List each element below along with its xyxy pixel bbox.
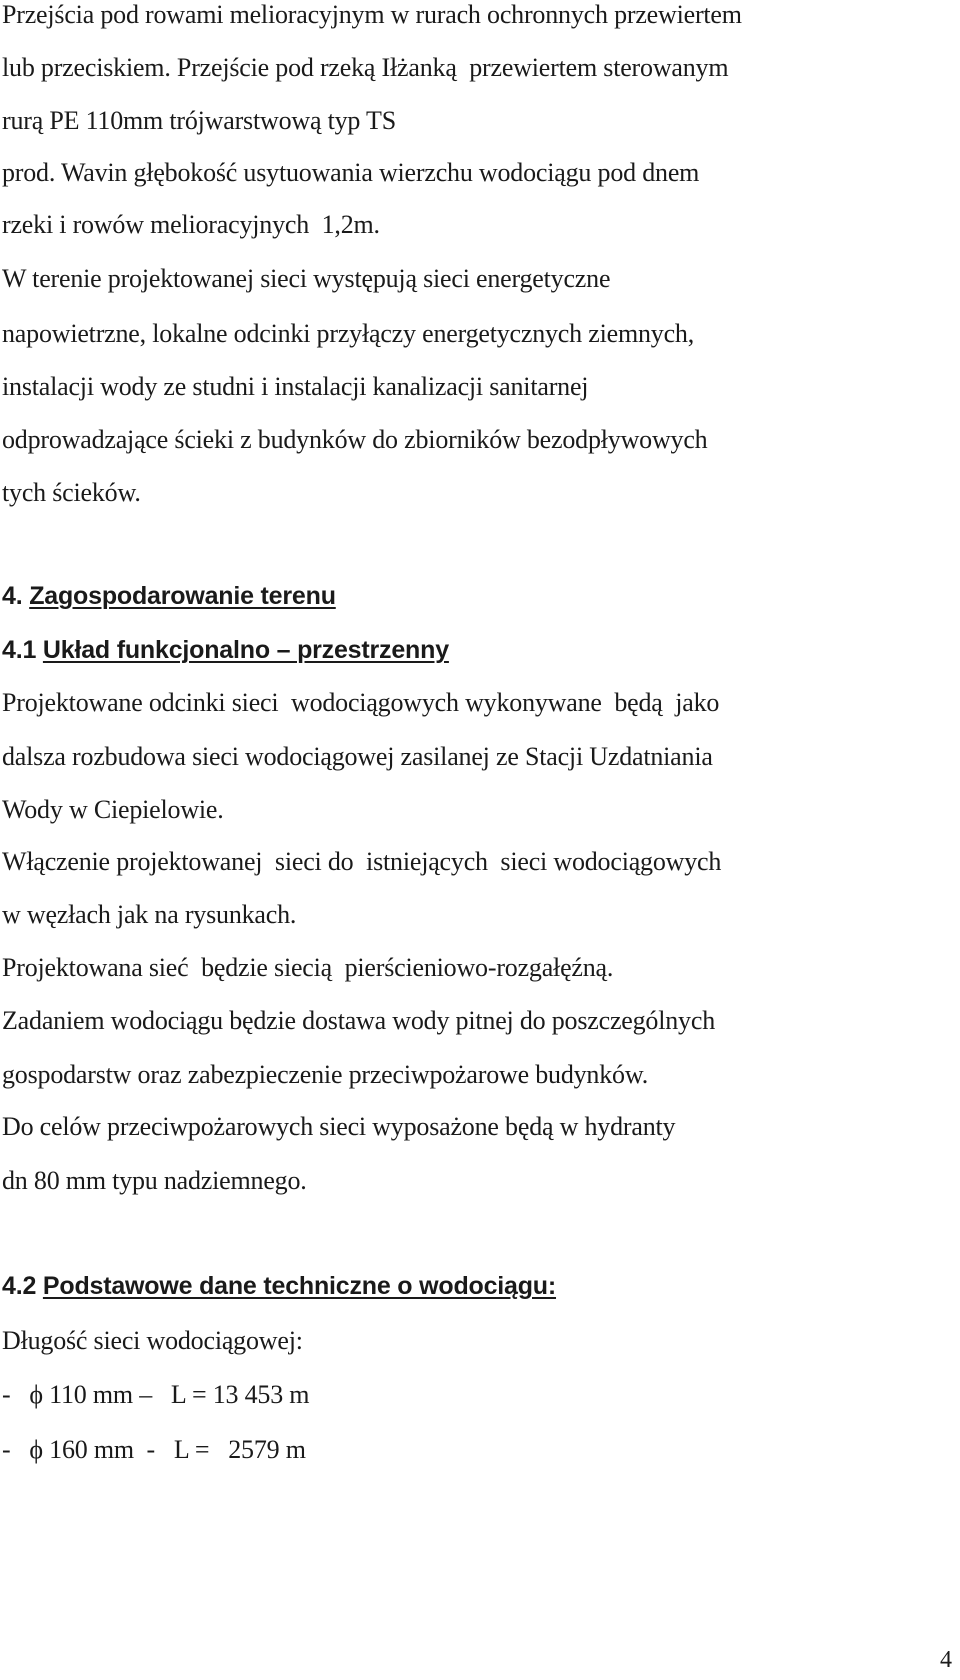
intro-line-4: prod. Wavin głębokość usytuowania wierzchu wodociągu pod dnem [2,158,700,187]
intro-line-2: lub przeciskiem. Przejście pod rzeką Iłżanką przewiertem sterowanym [2,53,729,82]
section-41-line-8: gospodarstw oraz zabezpieczenie przeciwpożarowe budynków. [2,1060,649,1089]
section-41-line-6: Projektowana sieć będzie siecią pierścieniowo-rozgałęźną. [2,953,614,982]
networks-line-5: tych ścieków. [2,478,141,507]
section-42-title: Podstawowe dane techniczne o wodociągu: [42,1272,557,1300]
networks-line-3: instalacji wody ze studni i instalacji kanalizacji sanitarnej [2,372,589,401]
section-41-line-9: Do celów przeciwpożarowych sieci wyposażone będą w hydranty [2,1112,676,1141]
section-4-heading [2,584,336,609]
section-41-line-5: w węzłach jak na rysunkach. [2,900,297,929]
section-42-heading [2,1274,556,1299]
intro-line-3: rurą PE 110mm trójwarstwową typ TS [2,106,396,135]
pipe-item-110: - ϕ 110 mm – L = 13 453 m [2,1380,310,1409]
section-41-line-4: Włączenie projektowanej sieci do istniejących sieci wodociągowych [2,847,722,876]
page-number: 4 [940,1647,952,1673]
section-4-number: 4. [2,582,23,610]
intro-line-5: rzeki i rowów melioracyjnych 1,2m. [2,210,380,239]
section-4-title: Zagospodarowanie terenu [29,582,336,610]
section-41-title: Układ funkcjonalno – przestrzenny [42,636,449,664]
networks-line-4: odprowadzające ścieki z budynków do zbiorników bezodpływowych [2,425,708,454]
intro-line-1: Przejścia pod rowami melioracyjnym w rurach ochronnych przewiertem [2,0,742,29]
pipe-item-160: - ϕ 160 mm - L = 2579 m [2,1435,306,1464]
networks-line-1: W terenie projektowanej sieci występują sieci energetyczne [2,264,611,293]
section-41-number: 4.1 [2,636,37,664]
section-41-line-10: dn 80 mm typu nadziemnego. [2,1166,307,1195]
section-41-line-3: Wody w Ciepielowie. [2,795,224,824]
section-41-line-1: Projektowane odcinki sieci wodociągowych wykonywane będą jako [2,688,720,717]
section-41-line-2: dalsza rozbudowa sieci wodociągowej zasilanej ze Stacji Uzdatniania [2,742,713,771]
length-label: Długość sieci wodociągowej: [2,1326,303,1355]
section-41-heading [2,638,449,663]
networks-line-2: napowietrzne, lokalne odcinki przyłączy energetycznych ziemnych, [2,319,695,348]
section-41-line-7: Zadaniem wodociągu będzie dostawa wody pitnej do poszczególnych [2,1006,716,1035]
section-42-number: 4.2 [2,1272,37,1300]
